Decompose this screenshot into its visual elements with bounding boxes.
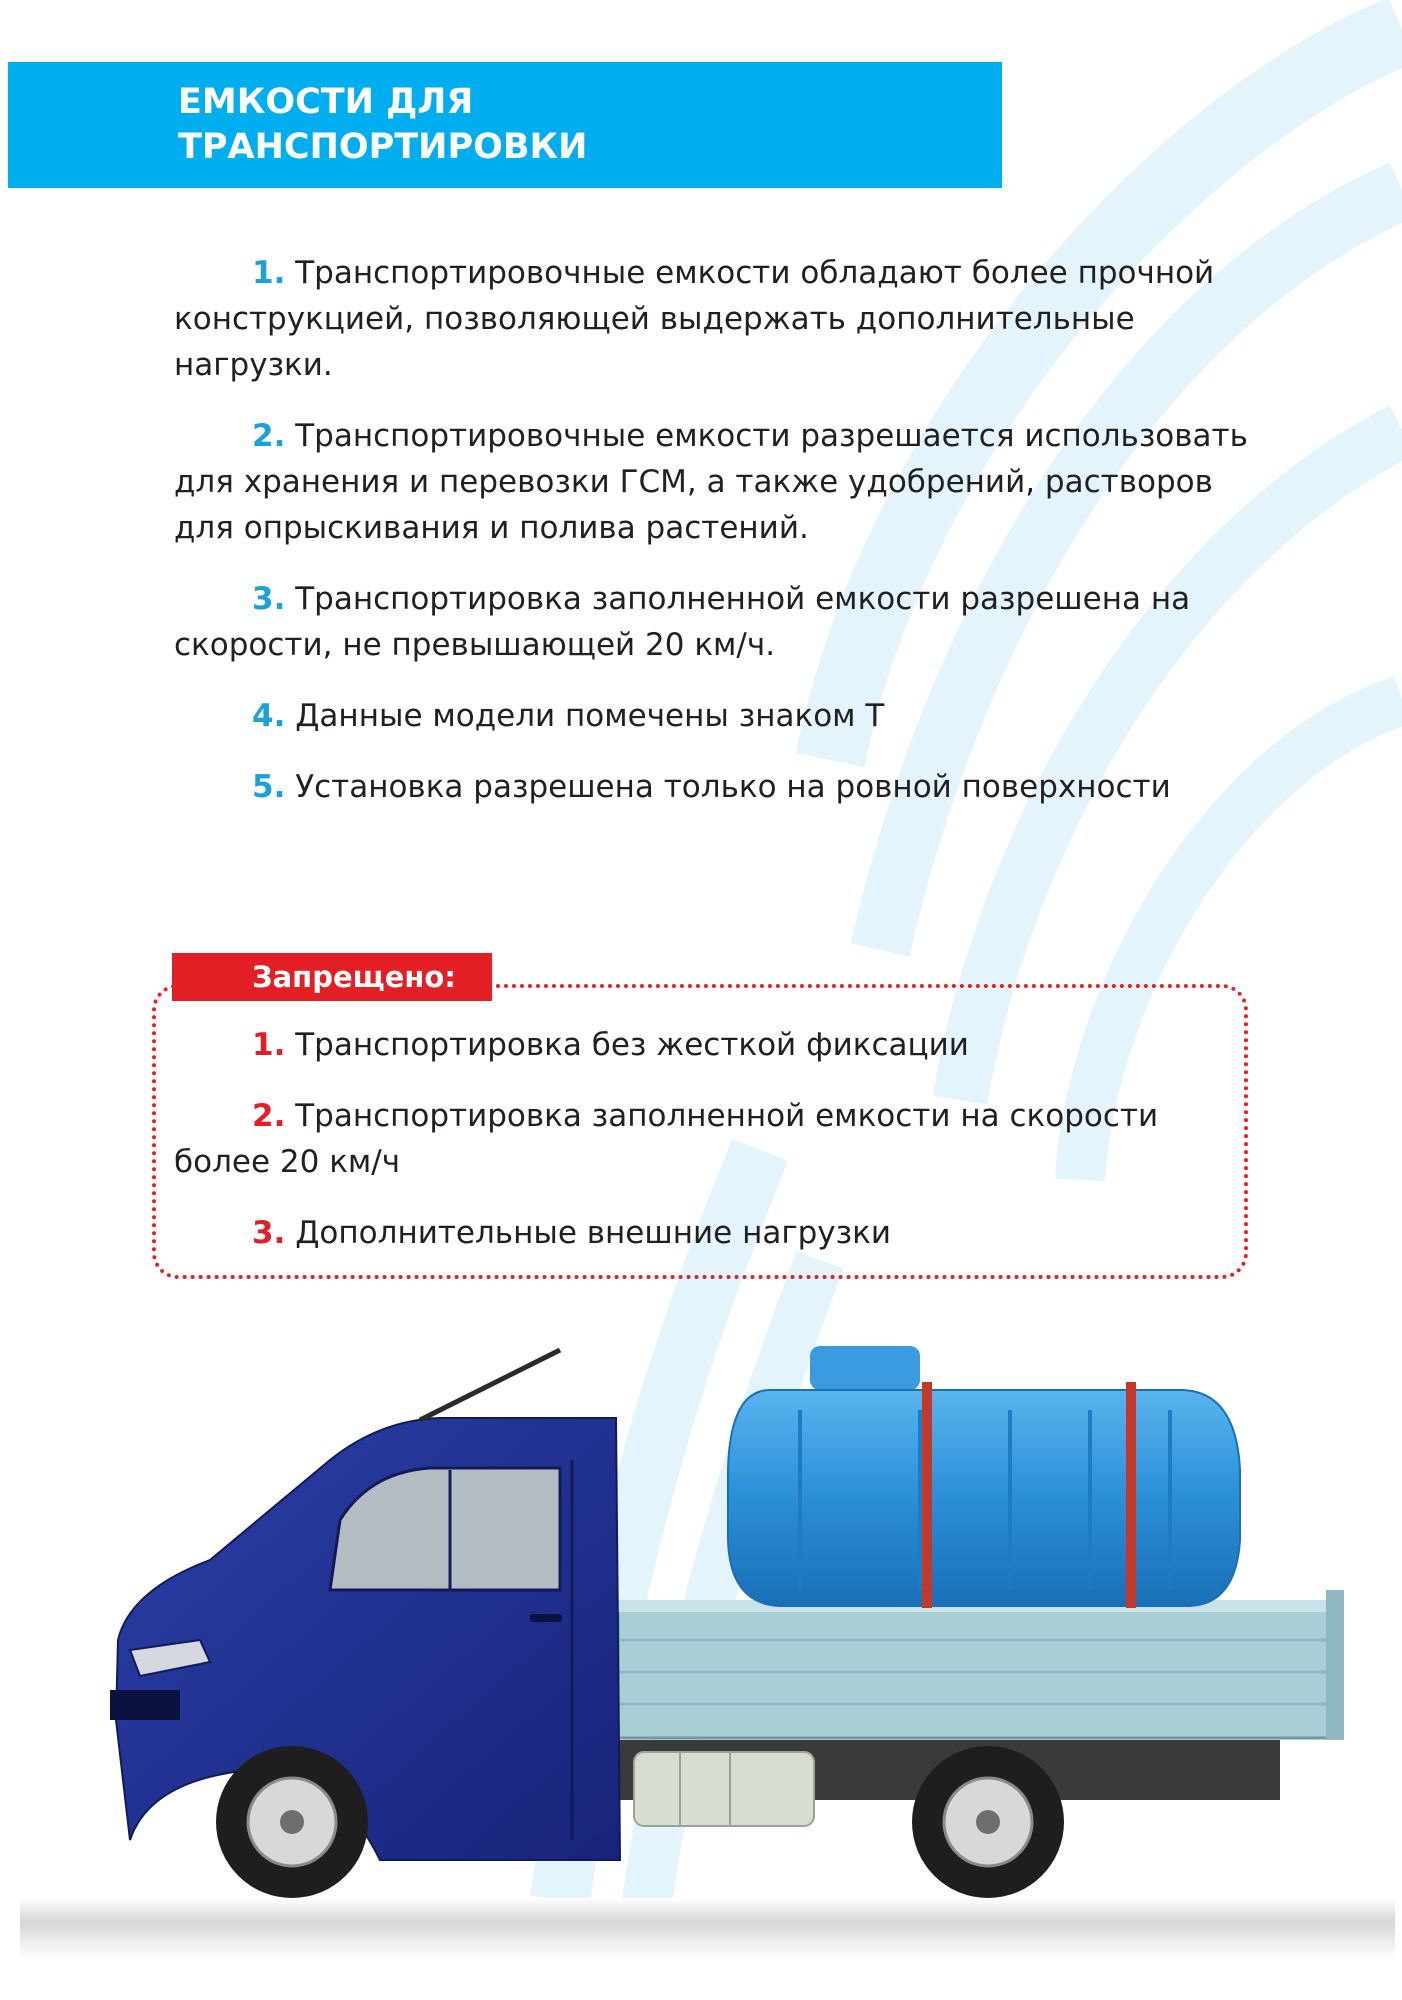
truck-cab — [110, 1350, 620, 1860]
tank-strap-front — [922, 1382, 932, 1608]
rule-number: 4. — [252, 698, 286, 734]
forbidden-item — [174, 1022, 1234, 1068]
rule-item — [174, 764, 1254, 810]
water-tank — [728, 1346, 1240, 1608]
fuel-tank — [634, 1752, 814, 1826]
rules-list — [174, 250, 1254, 835]
tank-strap-rear — [1126, 1382, 1136, 1608]
rule-item — [174, 250, 1254, 388]
rule-text: Транспортировочные емкости разрешается использовать для хранения и перевозки ГСМ, а также удобрений, растворов для опрыскивания и полива растений. — [174, 418, 1248, 546]
rule-item — [174, 576, 1254, 668]
rule-number: 1. — [252, 255, 286, 291]
rear-wheel — [912, 1746, 1064, 1898]
page-title-line-1: ЕМКОСТИ ДЛЯ — [178, 82, 474, 122]
truck-illustration — [0, 1330, 1402, 2000]
rule-number: 5. — [252, 769, 286, 805]
rule-number: 3. — [252, 581, 286, 617]
rule-number: 2. — [252, 418, 286, 454]
forbidden-text: Транспортировка без жесткой фиксации — [285, 1027, 969, 1063]
rule-text: Транспортировочные емкости обладают более прочной конструкцией, позволяющей выдержать дополнительные нагрузки. — [174, 255, 1215, 383]
page-title — [178, 80, 978, 170]
forbidden-text: Дополнительные внешние нагрузки — [285, 1215, 891, 1251]
forbidden-number: 1. — [252, 1027, 286, 1063]
page-title-line-2: ТРАНСПОРТИРОВКИ — [178, 127, 588, 167]
forbidden-number: 3. — [252, 1215, 286, 1251]
rule-text: Данные модели помечены знаком Т — [285, 698, 885, 734]
forbidden-item — [174, 1210, 1234, 1256]
front-wheel — [216, 1746, 368, 1898]
rule-text: Установка разрешена только на ровной поверхности — [285, 769, 1171, 805]
rule-item — [174, 693, 1254, 739]
ground-shadow — [20, 1898, 1395, 1958]
forbidden-label: Запрещено: — [252, 960, 456, 994]
rule-item — [174, 413, 1254, 551]
forbidden-number: 2. — [252, 1098, 286, 1134]
rule-text: Транспортировка заполненной емкости разрешена на скорости, не превышающей 20 км/ч. — [174, 581, 1191, 663]
forbidden-item — [174, 1093, 1234, 1185]
forbidden-text: Транспортировка заполненной емкости на скорости более 20 км/ч — [174, 1098, 1159, 1180]
forbidden-list — [174, 1022, 1234, 1281]
